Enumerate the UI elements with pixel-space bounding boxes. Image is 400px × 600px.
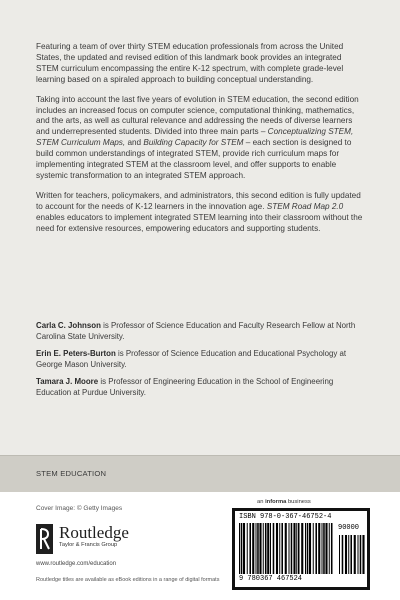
publisher-url: www.routledge.com/education <box>36 561 117 567</box>
description-paragraph-3: Written for teachers, policymakers, and administrators, this second edition is fully updated to account for the needs of K-12 learners in the innovation age. STEM Road Map 2.0 enables educators to implement integrated STEM learning into their classroom without the need for extensive resources, empowering educators and supporting students. <box>36 190 363 233</box>
part-title-italic: Building Capacity for STEM <box>143 138 244 148</box>
barcode-bars-icon <box>239 523 333 574</box>
author-name: Tamara J. Moore <box>36 377 99 387</box>
publisher-logo <box>36 524 129 554</box>
description-paragraph-2: Taking into account the last five years of evolution in STEM education, the second edition includes an increased focus on computer science, computational thinking, mathematics, and the arts, as well as cultural relevance and addressing the needs of diverse learners and underrepresented students. Divided into three main parts – Conceptualizing STEM, STEM Curriculum Maps, and Building Capacity for STEM – each section is designed to build common understandings of integrated STEM, provide rich curriculum maps for implementing integrated STEM at the classroom level, and offer supports to enable systemic transformation to an integrated STEM approach. <box>36 94 359 180</box>
cover-credit: Cover Image: © Getty Images <box>36 505 123 512</box>
author-bio: Erin E. Peters-Burton is Professor of Science Education and Educational Psychology at George Mason University. <box>36 349 347 369</box>
part-titles-italic: Conceptualizing STEM, STEM Curriculum Maps, <box>36 127 354 148</box>
author-name: Carla C. Johnson <box>36 321 101 330</box>
ebook-note: Routledge titles are available as eBook editions in a range of digital formats <box>36 577 220 583</box>
book-title-italic: STEM Road Map 2.0 <box>266 201 344 211</box>
barcode-addon-bars-icon <box>339 535 365 574</box>
publisher-group: Taylor & Francis Group <box>59 542 118 548</box>
description-paragraph-1: Featuring a team of over thirty STEM education professionals from across the United States, the updated and revised edition of this landmark book provides an integrated STEM curriculum encompassing the entire K-12 spectrum, with complete grade-level learning based on a spiraled approach to building conceptual understanding. <box>36 42 344 84</box>
publisher-footer <box>0 492 400 600</box>
barcode-digits: 9 780367 467524 <box>239 575 303 583</box>
isbn-label: ISBN 978-0-367-46752-4 <box>239 513 332 521</box>
informa-tagline: an informa business <box>257 499 311 505</box>
author-bio: Carla C. Johnson is Professor of Science Education and Faculty Research Fellow at North Carolina State University. <box>36 321 356 341</box>
subject-category: STEM EDUCATION <box>36 469 107 478</box>
publisher-name: Routledge <box>59 523 129 542</box>
isbn-barcode <box>232 508 370 590</box>
routledge-logo-icon <box>36 524 53 554</box>
author-bios <box>36 321 366 406</box>
author-name: Erin E. Peters-Burton <box>36 349 116 359</box>
author-bio: Tamara J. Moore is Professor of Engineering Education in the School of Engineering Education at Purdue University. <box>36 377 334 397</box>
book-description <box>36 42 366 244</box>
category-band <box>0 455 400 493</box>
barcode-addon-number: 90000 <box>338 524 360 532</box>
